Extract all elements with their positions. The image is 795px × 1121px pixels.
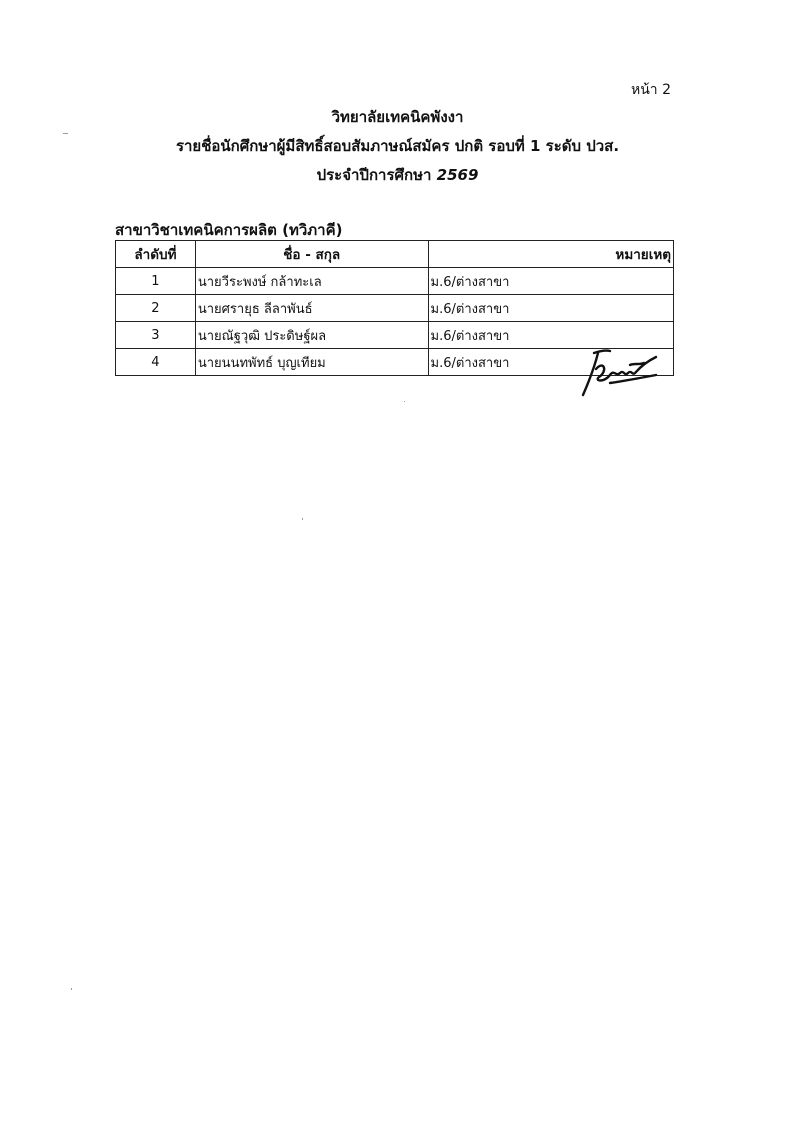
column-header-no: ลำดับที่	[116, 241, 196, 268]
institution-name: วิทยาลัยเทคนิคพังงา	[331, 108, 464, 126]
table-header-row	[116, 241, 674, 268]
document-title: รายชื่อนักศึกษาผู้มีสิทธิ์สอบสัมภาษณ์สมัคร ปกติ รอบที่ 1 ระดับ ปวส.	[175, 137, 620, 155]
student-note: ม.6/ต่างสาขา	[428, 322, 673, 349]
table-row	[116, 268, 674, 295]
scan-speck	[302, 518, 303, 520]
student-name: นายวีระพงษ์ กล้าทะเล	[195, 268, 428, 295]
column-header-note: หมายเหตุ	[428, 241, 673, 268]
row-number: 4	[116, 349, 196, 376]
row-number: 1	[116, 268, 196, 295]
academic-year: 2569	[436, 166, 479, 184]
scan-speck	[404, 401, 405, 402]
table-row	[116, 295, 674, 322]
student-note: ม.6/ต่างสาขา	[428, 349, 673, 376]
scan-speck	[63, 133, 68, 134]
scan-speck	[71, 988, 72, 990]
row-number: 2	[116, 295, 196, 322]
document-header	[0, 103, 795, 190]
page-number: หน้า 2	[630, 82, 671, 98]
table-row	[116, 322, 674, 349]
student-name: นายศรายุธ ลีลาพันธ์	[195, 295, 428, 322]
student-name: นายณัฐวุฒิ ประดิษฐ์ผล	[195, 322, 428, 349]
row-number: 3	[116, 322, 196, 349]
column-header-name: ชื่อ - สกุล	[195, 241, 428, 268]
academic-year-line	[0, 161, 795, 190]
signature-mark	[570, 347, 662, 399]
student-note: ม.6/ต่างสาขา	[428, 295, 673, 322]
student-note: ม.6/ต่างสาขา	[428, 268, 673, 295]
student-name: นายนนทพัทธ์ บุญเทียม	[195, 349, 428, 376]
department-name: สาขาวิชาเทคนิคการผลิต (ทวิภาคี)	[115, 221, 343, 239]
academic-year-prefix: ประจำปีการศึกษา	[316, 166, 432, 184]
